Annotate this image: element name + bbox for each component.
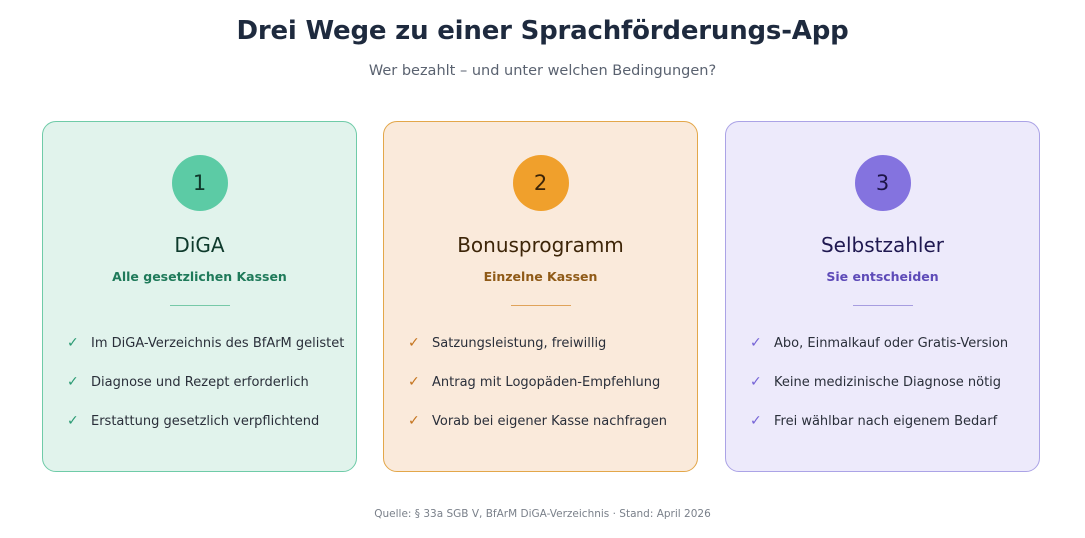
check-icon: ✓ xyxy=(67,413,79,429)
list-item xyxy=(750,413,1029,452)
card-bonusprogramm xyxy=(383,121,698,472)
card-subtitle: Sie entscheiden xyxy=(826,269,939,284)
step-number-badge: 3 xyxy=(855,155,911,211)
list-item xyxy=(67,413,346,452)
list-item xyxy=(750,335,1029,374)
card-title: Bonusprogramm xyxy=(457,233,624,257)
list-item xyxy=(750,374,1029,413)
list-item-text: Diagnose und Rezept erforderlich xyxy=(91,375,309,390)
card-divider xyxy=(511,305,571,306)
list-item-text: Keine medizinische Diagnose nötig xyxy=(774,375,1002,390)
card-selbstzahler xyxy=(725,121,1040,472)
card-subtitle: Alle gesetzlichen Kassen xyxy=(112,269,287,284)
list-item-text: Erstattung gesetzlich verpflichtend xyxy=(91,414,320,429)
list-item-text: Satzungsleistung, freiwillig xyxy=(432,336,607,351)
feature-list xyxy=(408,335,687,452)
step-number-badge: 2 xyxy=(513,155,569,211)
list-item-text: Frei wählbar nach eigenem Bedarf xyxy=(774,414,998,429)
step-number-badge: 1 xyxy=(172,155,228,211)
feature-list xyxy=(750,335,1029,452)
feature-list xyxy=(67,335,346,452)
page-subtitle: Wer bezahlt – und unter welchen Bedingungen? xyxy=(368,63,717,79)
check-icon: ✓ xyxy=(750,374,762,390)
check-icon: ✓ xyxy=(750,335,762,351)
check-icon: ✓ xyxy=(750,413,762,429)
card-title: Selbstzahler xyxy=(820,233,945,257)
list-item xyxy=(408,335,687,374)
source-footnote: Quelle: § 33a SGB V, BfArM DiGA-Verzeichnis · Stand: April 2026 xyxy=(374,508,711,520)
card-diga xyxy=(42,121,357,472)
check-icon: ✓ xyxy=(67,374,79,390)
check-icon: ✓ xyxy=(408,335,420,351)
check-icon: ✓ xyxy=(67,335,79,351)
check-icon: ✓ xyxy=(408,413,420,429)
list-item xyxy=(67,374,346,413)
list-item xyxy=(408,374,687,413)
list-item-text: Vorab bei eigener Kasse nachfragen xyxy=(432,414,668,429)
list-item-text: Antrag mit Logopäden-Empfehlung xyxy=(432,375,661,390)
list-item xyxy=(67,335,346,374)
check-icon: ✓ xyxy=(408,374,420,390)
list-item-text: Abo, Einmalkauf oder Gratis-Version xyxy=(774,336,1009,351)
card-subtitle: Einzelne Kassen xyxy=(483,269,598,284)
card-divider xyxy=(853,305,913,306)
list-item xyxy=(408,413,687,452)
page-title: Drei Wege zu einer Sprachförderungs-App xyxy=(236,16,849,46)
card-divider xyxy=(170,305,230,306)
list-item-text: Im DiGA-Verzeichnis des BfArM gelistet xyxy=(91,336,345,351)
card-title: DiGA xyxy=(174,233,225,257)
